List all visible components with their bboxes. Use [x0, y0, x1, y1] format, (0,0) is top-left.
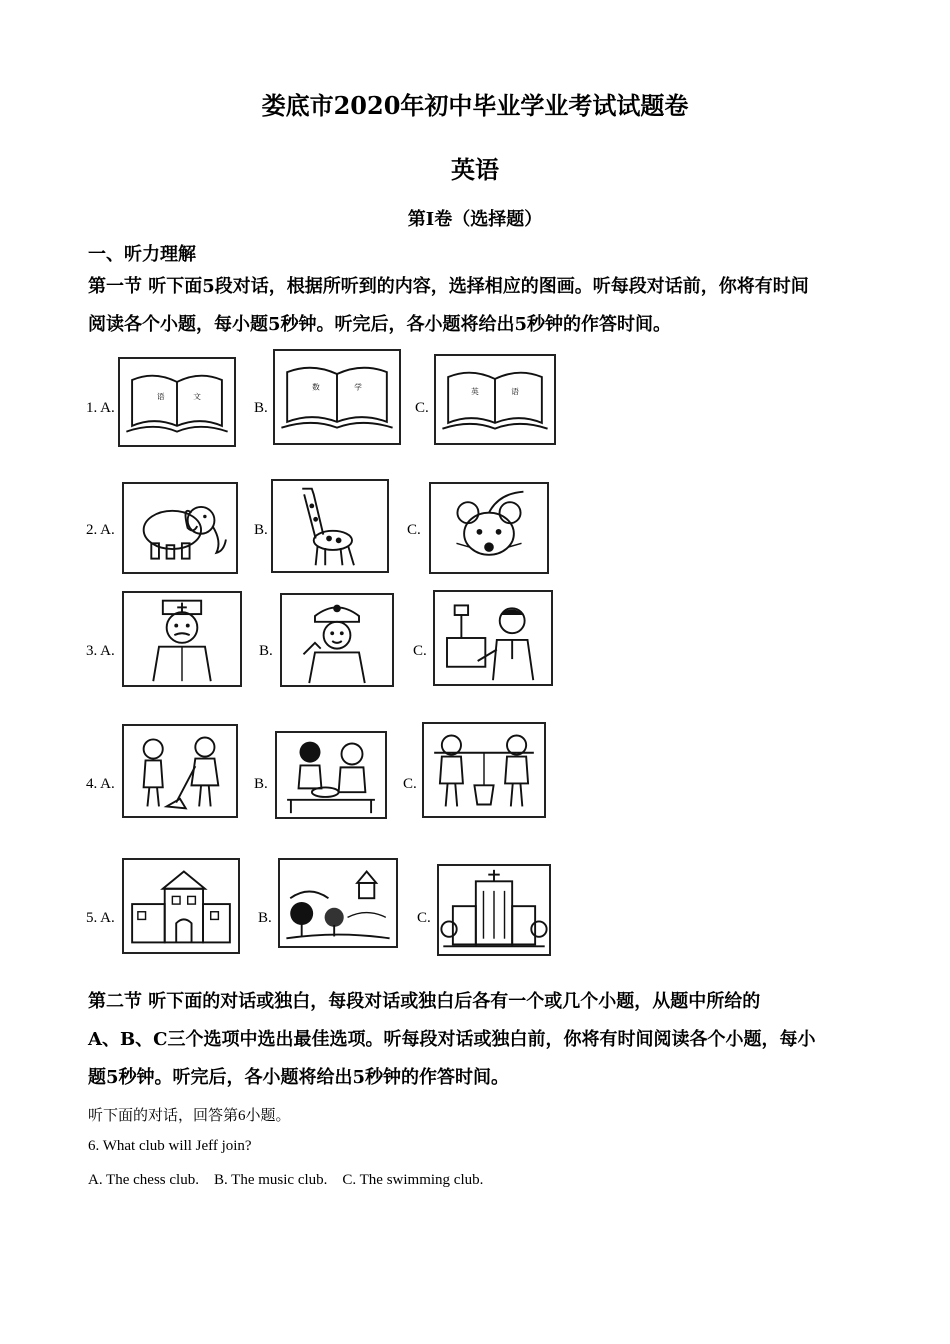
subject-title: 英语 — [451, 155, 499, 184]
q1-option-c-image — [434, 354, 556, 445]
q4-label-b: B. — [254, 776, 268, 792]
scientist-icon — [435, 592, 551, 684]
giraffe-icon — [273, 481, 387, 571]
q4-option-a-image — [122, 724, 238, 818]
carrying-water-children-icon — [424, 724, 544, 816]
part1-line2: 阅读各个小题，每小题5秒钟。听完后，各小题将给出5秒钟的作答时间。 — [88, 314, 672, 335]
part2-instructions — [88, 983, 878, 1097]
book-icon — [120, 359, 234, 445]
book-icon — [275, 351, 399, 443]
part1-line1: 第一节 听下面5段对话，根据所听到的内容，选择相应的图画。听每段对话前，你将有时间 — [88, 276, 809, 297]
book-text-2: 文 — [193, 392, 201, 402]
listening-instruction: 听下面的对话，回答第6小题。 — [88, 1108, 291, 1124]
q5-option-c-image — [437, 864, 551, 956]
q5-label-c: C. — [417, 910, 431, 926]
doctor-icon — [124, 593, 240, 685]
q4-option-c-image — [422, 722, 546, 818]
paper-title: 娄底市2020年初中毕业学业考试试题卷 — [261, 91, 689, 120]
elephant-icon — [124, 484, 236, 572]
q2-label-c: C. — [407, 522, 421, 538]
q3-option-b-image — [280, 593, 394, 687]
hospital-icon — [439, 866, 549, 954]
part2-line2: A、B、C三个选项中选出最佳选项。听每段对话或独白前，你将有时间阅读各个小题，每小 — [88, 1029, 816, 1050]
q2-option-a-image — [122, 482, 238, 574]
q3-label: 3. A. — [86, 643, 115, 659]
question-6-options: A. The chess club. B. The music club. C. The swimming club. — [88, 1172, 484, 1188]
mouse-icon — [431, 484, 547, 572]
q5-label: 5. A. — [86, 910, 115, 926]
cooking-children-icon — [277, 733, 385, 817]
q3-option-c-image — [433, 590, 553, 686]
q5-label-b: B. — [258, 910, 272, 926]
park-icon — [280, 860, 396, 946]
q2-label-b: B. — [254, 522, 268, 538]
q5-option-a-image — [122, 858, 240, 954]
q1-option-a-image — [118, 357, 236, 447]
book-text-4: 学 — [354, 382, 362, 392]
q4-option-b-image — [275, 731, 387, 819]
q3-label-c: C. — [413, 643, 427, 659]
volume-title: 第Ⅰ卷（选择题） — [407, 209, 543, 230]
q1-label-b: B. — [254, 400, 268, 416]
book-text-3: 数 — [312, 382, 320, 392]
q1-label: 1. A. — [86, 400, 115, 416]
q5-option-b-image — [278, 858, 398, 948]
book-text-1: 语 — [156, 392, 165, 402]
book-icon — [436, 356, 554, 443]
school-icon — [124, 860, 238, 952]
q4-label: 4. A. — [86, 776, 115, 792]
q2-option-c-image — [429, 482, 549, 574]
book-text-6: 语 — [511, 387, 519, 397]
q3-option-a-image — [122, 591, 242, 687]
q2-label: 2. A. — [86, 522, 115, 538]
q1-option-b-image — [273, 349, 401, 445]
part2-line3: 题5秒钟。听完后，各小题将给出5秒钟的作答时间。 — [88, 1067, 510, 1088]
q2-option-b-image — [271, 479, 389, 573]
q4-label-c: C. — [403, 776, 417, 792]
sweeping-children-icon — [124, 726, 236, 816]
q1-label-c: C. — [415, 400, 429, 416]
question-6-stem: 6. What club will Jeff join? — [88, 1138, 252, 1154]
police-officer-icon — [282, 595, 392, 685]
section-heading: 一、听力理解 — [88, 244, 196, 265]
book-text-5: 英 — [471, 387, 479, 397]
part2-line1: 第二节 听下面的对话或独白，每段对话或独白后各有一个或几个小题，从题中所给的 — [88, 991, 761, 1012]
q3-label-b: B. — [259, 643, 273, 659]
part1-instructions — [88, 268, 878, 344]
